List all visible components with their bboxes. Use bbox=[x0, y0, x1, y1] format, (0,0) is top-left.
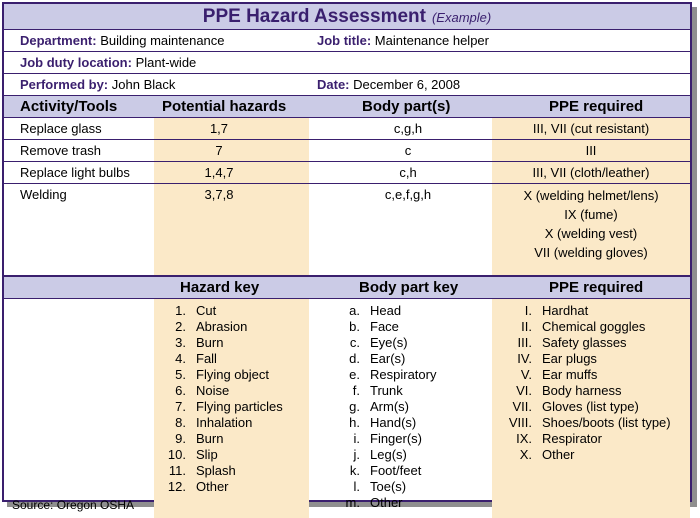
key-text: Respiratory bbox=[370, 367, 437, 382]
key-item bbox=[498, 383, 671, 399]
key-text: Arm(s) bbox=[370, 399, 409, 414]
key-item bbox=[340, 431, 436, 447]
key-item bbox=[498, 367, 671, 383]
key-text: Respirator bbox=[542, 431, 602, 446]
row-body: c,g,h bbox=[393, 121, 423, 136]
header-body-key: Body part key bbox=[359, 279, 459, 296]
key-item bbox=[498, 319, 671, 335]
body-key-list bbox=[340, 303, 436, 511]
job-title-value: Maintenance helper bbox=[374, 33, 489, 48]
key-text: Ear muffs bbox=[542, 367, 598, 382]
performed-label: Performed by: bbox=[20, 77, 109, 92]
key-text: Burn bbox=[196, 335, 224, 350]
key-number: V. bbox=[520, 367, 532, 382]
key-number: VI. bbox=[516, 383, 532, 398]
row-activity: Replace light bulbs bbox=[20, 165, 130, 180]
key-number: 3. bbox=[175, 335, 186, 350]
key-item bbox=[160, 303, 283, 319]
key-number: X. bbox=[519, 447, 532, 462]
key-item bbox=[340, 335, 436, 351]
key-number: I. bbox=[524, 303, 532, 318]
key-item bbox=[160, 367, 283, 383]
source-note: Source: Oregon OSHA bbox=[12, 498, 135, 512]
key-number: h. bbox=[349, 415, 360, 430]
key-text: Face bbox=[370, 319, 399, 334]
key-number: g. bbox=[349, 399, 360, 414]
row-hazards: 1,4,7 bbox=[204, 165, 234, 180]
key-text: Leg(s) bbox=[370, 447, 407, 462]
key-text: Abrasion bbox=[196, 319, 248, 334]
title-main: PPE Hazard Assessment bbox=[202, 6, 426, 27]
date-value: December 6, 2008 bbox=[353, 77, 461, 92]
key-number: e. bbox=[349, 367, 360, 382]
key-text: Chemical goggles bbox=[542, 319, 646, 334]
table-row-welding bbox=[4, 184, 690, 277]
key-number: 9. bbox=[175, 431, 186, 446]
key-number: i. bbox=[353, 431, 360, 446]
key-number: j. bbox=[353, 447, 360, 462]
info-row-location bbox=[4, 52, 690, 74]
key-number: 8. bbox=[175, 415, 186, 430]
key-item bbox=[498, 335, 671, 351]
assessment-form bbox=[2, 2, 692, 512]
key-item bbox=[160, 415, 283, 431]
header-hazard-key: Hazard key bbox=[180, 279, 260, 296]
key-text: Noise bbox=[196, 383, 230, 398]
key-text: Body harness bbox=[542, 383, 622, 398]
row-body: c,e,f,g,h bbox=[384, 187, 432, 202]
key-number: 12. bbox=[167, 479, 186, 494]
ppe-line: VII (welding gloves) bbox=[534, 245, 648, 260]
key-text: Hand(s) bbox=[370, 415, 417, 430]
key-text: Trunk bbox=[370, 383, 403, 398]
row-body: c bbox=[404, 143, 412, 158]
key-text: Gloves (list type) bbox=[542, 399, 639, 414]
table-row bbox=[4, 140, 690, 162]
performed-cell bbox=[20, 74, 175, 96]
row-ppe: III, VII (cut resistant) bbox=[532, 121, 650, 136]
key-text: Flying particles bbox=[196, 399, 283, 414]
key-text: Other bbox=[542, 447, 575, 462]
header-body: Body part(s) bbox=[362, 98, 451, 115]
row-ppe: III bbox=[585, 143, 597, 158]
row-hazards: 1,7 bbox=[209, 121, 229, 136]
key-number: d. bbox=[349, 351, 360, 366]
row-ppe: III, VII (cloth/leather) bbox=[532, 165, 650, 180]
date-label: Date: bbox=[317, 77, 350, 92]
key-item bbox=[340, 447, 436, 463]
key-number: 11. bbox=[168, 463, 186, 478]
key-text: Flying object bbox=[196, 367, 269, 382]
key-item bbox=[340, 383, 436, 399]
form-title bbox=[4, 4, 690, 30]
key-item bbox=[340, 479, 436, 495]
title-example: (Example) bbox=[431, 10, 492, 25]
key-item bbox=[160, 319, 283, 335]
key-text: Inhalation bbox=[196, 415, 253, 430]
key-text: Hardhat bbox=[542, 303, 589, 318]
key-item bbox=[160, 479, 283, 495]
key-number: c. bbox=[349, 335, 360, 350]
key-number: II. bbox=[521, 319, 532, 334]
key-number: b. bbox=[349, 319, 360, 334]
key-text: Other bbox=[370, 495, 403, 510]
key-number: IX. bbox=[516, 431, 532, 446]
header-ppe-key: PPE required bbox=[549, 279, 644, 296]
performed-value: John Black bbox=[111, 77, 176, 92]
row-ppe-list bbox=[492, 184, 690, 262]
table-row bbox=[4, 162, 690, 184]
key-item bbox=[340, 319, 436, 335]
key-item bbox=[498, 351, 671, 367]
row-hazards: 3,7,8 bbox=[204, 187, 234, 202]
key-item bbox=[498, 303, 671, 319]
location-cell bbox=[20, 52, 196, 74]
key-item bbox=[340, 463, 436, 479]
key-item bbox=[340, 415, 436, 431]
key-item bbox=[340, 351, 436, 367]
key-number: 5. bbox=[175, 367, 186, 382]
job-title-cell bbox=[317, 30, 489, 52]
info-row-department bbox=[4, 30, 690, 52]
header-hazards: Potential hazards bbox=[162, 98, 287, 115]
location-label: Job duty location: bbox=[20, 55, 132, 70]
key-number: VII. bbox=[512, 399, 532, 414]
key-number: III. bbox=[517, 335, 532, 350]
row-activity: Replace glass bbox=[20, 121, 102, 136]
key-number: IV. bbox=[517, 351, 532, 366]
key-text: Head bbox=[370, 303, 402, 318]
key-number: k. bbox=[349, 463, 360, 478]
key-text: Finger(s) bbox=[370, 431, 423, 446]
ppe-line: X (welding helmet/lens) bbox=[523, 188, 659, 203]
key-header bbox=[4, 277, 690, 299]
key-text: Fall bbox=[196, 351, 217, 366]
key-item bbox=[160, 383, 283, 399]
key-number: m. bbox=[345, 495, 360, 510]
key-text: Shoes/boots (list type) bbox=[542, 415, 671, 430]
row-body: c,h bbox=[399, 165, 417, 180]
table-row bbox=[4, 118, 690, 140]
key-number: f. bbox=[352, 383, 360, 398]
job-title-label: Job title: bbox=[317, 33, 372, 48]
location-value: Plant-wide bbox=[135, 55, 197, 70]
department-value: Building maintenance bbox=[100, 33, 225, 48]
department-cell bbox=[20, 30, 225, 52]
key-text: Ear plugs bbox=[542, 351, 597, 366]
key-area bbox=[4, 299, 690, 518]
key-item bbox=[498, 447, 671, 463]
key-item bbox=[160, 399, 283, 415]
key-item bbox=[160, 447, 283, 463]
key-text: Foot/feet bbox=[370, 463, 422, 478]
key-item bbox=[160, 431, 283, 447]
ppe-line: X (welding vest) bbox=[544, 226, 638, 241]
info-row-performed bbox=[4, 74, 690, 96]
ppe-key-list bbox=[498, 303, 671, 463]
header-ppe: PPE required bbox=[549, 98, 644, 115]
key-text: Cut bbox=[196, 303, 217, 318]
key-text: Slip bbox=[196, 447, 218, 462]
department-label: Department: bbox=[20, 33, 97, 48]
row-hazards: 7 bbox=[215, 143, 223, 158]
key-text: Other bbox=[196, 479, 229, 494]
key-item bbox=[340, 495, 436, 511]
row-activity: Welding bbox=[20, 187, 67, 202]
activity-table bbox=[4, 118, 690, 277]
key-item bbox=[340, 399, 436, 415]
key-text: Ear(s) bbox=[370, 351, 406, 366]
key-text: Eye(s) bbox=[370, 335, 408, 350]
key-item bbox=[160, 351, 283, 367]
key-text: Safety glasses bbox=[542, 335, 627, 350]
date-cell bbox=[317, 74, 460, 96]
key-number: 6. bbox=[175, 383, 186, 398]
key-number: 2. bbox=[175, 319, 186, 334]
key-text: Burn bbox=[196, 431, 224, 446]
key-number: l. bbox=[353, 479, 360, 494]
ppe-line: IX (fume) bbox=[564, 207, 618, 222]
key-number: 1. bbox=[175, 303, 186, 318]
row-activity: Remove trash bbox=[20, 143, 101, 158]
key-item bbox=[498, 431, 671, 447]
key-text: Splash bbox=[196, 463, 236, 478]
key-text: Toe(s) bbox=[370, 479, 407, 494]
key-item bbox=[340, 303, 436, 319]
header-activity: Activity/Tools bbox=[20, 98, 118, 115]
key-item bbox=[340, 367, 436, 383]
key-number: 10. bbox=[167, 447, 186, 462]
key-item bbox=[160, 335, 283, 351]
key-number: 7. bbox=[175, 399, 186, 414]
table-header bbox=[4, 96, 690, 118]
hazard-key-list bbox=[160, 303, 283, 495]
key-item bbox=[160, 463, 283, 479]
key-item bbox=[498, 415, 671, 431]
key-item bbox=[498, 399, 671, 415]
key-number: VIII. bbox=[508, 415, 532, 430]
key-number: a. bbox=[349, 303, 360, 318]
key-number: 4. bbox=[175, 351, 186, 366]
